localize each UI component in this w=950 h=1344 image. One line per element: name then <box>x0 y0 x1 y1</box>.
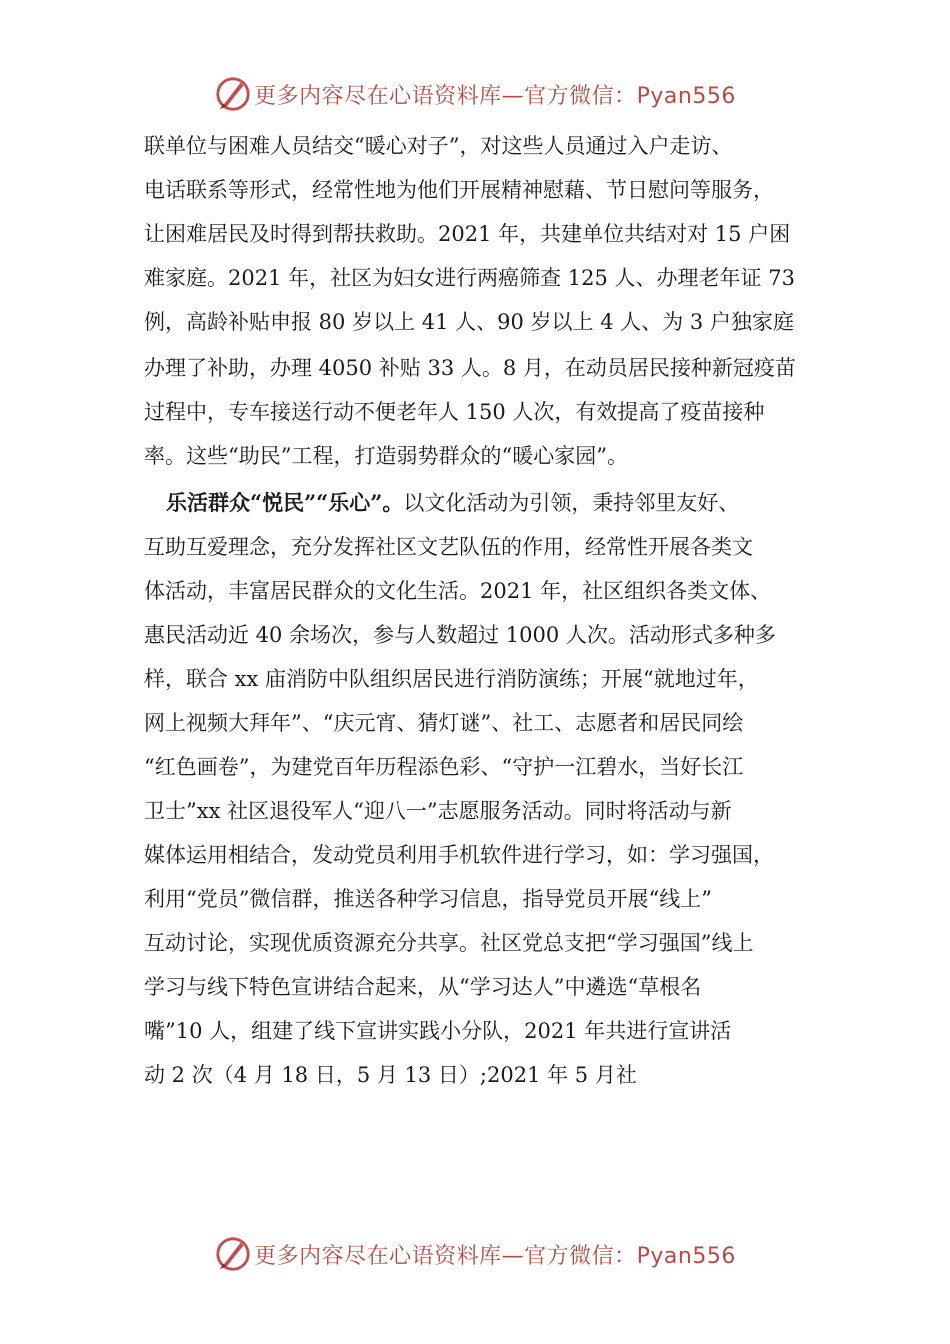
text-line: 电话联系等形式，经常性地为他们开展精神慰藉、节日慰问等服务， <box>144 178 774 202</box>
text-line: 网上视频大拜年”、“庆元宵、猜灯谜”、社工、志愿者和居民同绘 <box>144 711 744 735</box>
text-line: 例，高龄补贴申报 80 岁以上 41 人、90 岁以上 4 人、为 3 户独家庭 <box>144 310 794 334</box>
text-line: 办理了补助，办理 4050 补贴 33 人。8 月，在动员居民接种新冠疫苗 <box>144 356 796 380</box>
quill-pen-logo-icon <box>214 75 252 113</box>
text-line: 利用“党员”微信群，推送各种学习信息，指导党员开展“线上” <box>144 887 712 911</box>
text-line: 率。这些“助民”工程，打造弱势群众的“暖心家园”。 <box>144 444 628 468</box>
quill-pen-logo-icon <box>214 1235 252 1273</box>
paragraph-heading: 乐活群众“悦民”“乐心”。 <box>166 490 404 515</box>
text-line: 嘴”10 人，组建了线下宣讲实践小分队，2021 年共进行宣讲活 <box>144 1019 732 1043</box>
text-line: 互助互爱理念，充分发挥社区文艺队伍的作用，经常性开展各类文 <box>144 535 753 559</box>
paragraph-first-line <box>166 481 739 525</box>
text-line: 动 2 次（4 月 18 日，5 月 13 日）;2021 年 5 月社 <box>144 1063 637 1087</box>
text-line: “红色画卷”，为建党百年历程添色彩、“守护一江碧水，当好长江 <box>144 755 744 779</box>
text-line: 互动讨论，实现优质资源充分共享。社区党总支把“学习强国”线上 <box>144 931 754 955</box>
text-line: 体活动，丰富居民群众的文化生活。2021 年，社区组织各类文体、 <box>144 579 772 603</box>
text-line: 惠民活动近 40 余场次，参与人数超过 1000 人次。活动形式多种多 <box>144 623 776 647</box>
text-line: 联单位与困难人员结交“暖心对子”，对这些人员通过入户走访、 <box>144 134 733 158</box>
paragraph-first-line-text: 以文化活动为引领，秉持邻里友好、 <box>403 491 740 515</box>
footer-watermark <box>0 1232 950 1276</box>
header-watermark <box>0 72 950 116</box>
header-watermark-text: 更多内容尽在心语资料库—官方微信：Pyan556 <box>254 83 736 109</box>
footer-watermark-text: 更多内容尽在心语资料库—官方微信：Pyan556 <box>254 1243 736 1269</box>
text-line: 样，联合 xx 庙消防中队组织居民进行消防演练；开展“就地过年， <box>144 667 759 691</box>
text-line: 让困难居民及时得到帮扶救助。2021 年，共建单位共结对对 15 户困 <box>144 222 791 246</box>
text-line: 学习与线下特色宣讲结合起来，从“学习达人”中遴选“草根名 <box>144 975 702 999</box>
text-line: 媒体运用相结合，发动党员利用手机软件进行学习，如：学习强国， <box>144 843 774 867</box>
text-line: 过程中，专车接送行动不便老年人 150 人次，有效提高了疫苗接种 <box>144 400 765 424</box>
text-line: 难家庭。2021 年，社区为妇女进行两癌筛查 125 人、办理老年证 73 <box>144 266 795 290</box>
text-line: 卫士”xx 社区退役军人“迎八一”志愿服务活动。同时将活动与新 <box>144 799 732 823</box>
